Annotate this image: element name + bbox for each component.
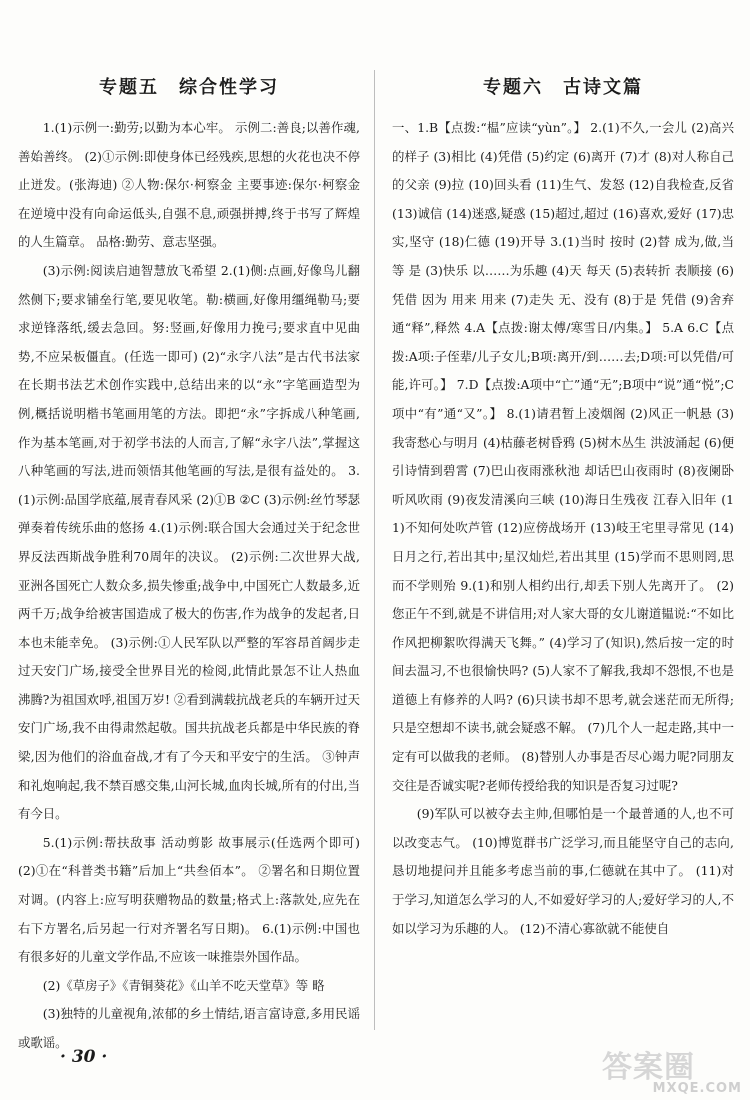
- answer-paragraph: 1.(1)示例一:勤劳;以勤为本心牢。 示例二:善良;以善作魂,善始善终。 (2)①示例:即使身体已经残疾,思想的火花也决不停止迸发。(张海迪) ②人物:保尔·柯察金 主要事迹:保尔·柯察金在逆境中没有向命运低头,自强不息,顽强拼搏,终于书写了辉煌的人生篇章。 品格:勤劳、意志坚强。: [18, 120, 360, 250]
- answer-paragraph: (3)独特的儿童视角,浓郁的乡土情结,语言富诗意,多用民谣或歌谣。: [18, 1006, 360, 1050]
- answer-paragraph: (2)《草房子》《青铜葵花》《山羊不吃天堂草》等 略: [42, 977, 325, 993]
- column-divider: [374, 70, 375, 1030]
- section-heading-topic-5: 专题五 综合性学习: [99, 77, 279, 98]
- site-watermark: [602, 1052, 744, 1096]
- answer-paragraph: (9)军队可以被夺去主帅,但哪怕是一个最普通的人,也不可以改变志气。 (10)博览群书广泛学习,而且能坚守自己的志向,恳切地提问并且能多考虑当前的事,仁德就在其中了。 (11)对于学习,知道怎么学习的人,不如爱好学习的人;爱好学习的人,不如以学习为乐趣的人。 (12)不清心寡欲就不能使自: [392, 806, 734, 936]
- answer-paragraph: (3)示例:阅读启迪智慧放飞希望 2.(1)侧:点画,好像鸟儿翻然侧下;要求铺垒行笔,要见收笔。勒:横画,好像用缰绳勒马;要求逆锋落纸,缓去急回。努:竖画,好像用力挽弓;要求直中见曲势,不应呆板僵直。(任选一即可) (2)“永字八法”是古代书法家在长期书法艺术创作实践中,总结出来的以“永”字笔画造型为例,概括说明楷书笔画用笔的方法。即把“永”字拆成八种笔画,作为基本笔画,对于初学书法的人而言,了解“永字八法”,掌握这八种笔画的写法,进而领悟其他笔画的写法,是很有益处的。 3.(1)示例:品国学底蕴,展青春风采 (2)①B ②C (3)示例:丝竹琴瑟弹奏着传统乐曲的悠扬 4.(1)示例:联合国大会通过关于纪念世界反法西斯战争胜利70周年的决议。 (2)示例:二次世界大战,亚洲各国死亡人数众多,损失惨重;战争中,中国死亡人数最多,近两千万;战争给被害国造成了极大的伤害,作为战争的发起者,日本也未能幸免。 (3)示例:①人民军队以严整的军容昂首阔步走过天安门广场,接受全世界目光的检阅,此情此景怎不让人热血沸腾?为祖国欢呼,祖国万岁! ②看到满载抗战老兵的车辆开过天安门广场,我不由得肃然起敬。国共抗战老兵都是中华民族的脊梁,因为他们的浴血奋战,才有了今天和平安宁的生活。 ③钟声和礼炮响起,我不禁百感交集,山河长城,血肉长城,所有的付出,当有今日。: [18, 262, 360, 822]
- left-column: [18, 72, 360, 1058]
- answer-paragraph: 5.(1)示例:帮扶敌事 活动剪影 故事展示(任选两个即可) (2)①在“科普类书籍”后加上“共叁佰本”。 ②署名和日期位置对调。(内容上:应写明获赠物品的数量;格式上:落款处,应先在右下方署名,后另起一行对齐署名写日期)。 6.(1)示例:中国也有很多好的儿童文学作品,不应该一味推崇外国作品。: [18, 834, 360, 965]
- right-column: [392, 72, 734, 943]
- page-number: · 30 ·: [60, 1047, 108, 1067]
- watermark-logo-text: 答案圈: [602, 1050, 695, 1085]
- answer-paragraph: 一、1.B【点拨:“榅”应读“yùn”。】 2.(1)不久,一会儿 (2)高兴的样子 (3)相比 (4)凭借 (5)约定 (6)离开 (7)才 (8)对人称自己的父亲 (9)拉 (10)回头看 (11)生气、发怒 (12)自我检查,反省 (13)诚信 (14)迷惑,疑惑 (15)超过,超过 (16)喜欢,爱好 (17)忠实,坚守 (18)仁德 (19)开导 3.(1)当时 按时 (2)替 成为,做,当等 是 (3)快乐 以……为乐趣 (4)天 每天 (5)表转折 表顺接 (6)凭借 因为 用来 用来 (7)走失 无、没有 (8)于是 凭借 (9)舍弃 通“释”,释然 4.A【点拨:谢太傅/寒雪日/内集。】 5.A 6.C【点拨:A项:子侄辈/儿子女儿;B项:离开/到……去;D项:可以凭借/可能,许可。】 7.D【点拨:A项中“亡”通“无”;B项中“说”通“悦”;C项中“有”通“又”。】 8.(1)请君暂上凌烟阁 (2)风正一帆悬 (3)我寄愁心与明月 (4)枯藤老树昏鸦 (5)树木丛生 洪波涌起 (6)便引诗情到碧霄 (7)巴山夜雨涨秋池 却话巴山夜雨时 (8)夜阑卧听风吹雨 (9)夜发清溪向三峡 (10)海日生残夜 江春入旧年 (11)不知何处吹芦管 (12)应傍战场开 (13)岐王宅里寻常见 (14)日月之行,若出其中;星汉灿烂,若出其里 (15)学而不思则罔,思而不学则殆 9.(1)和别人相约出行,却丢下别人先离开了。 (2)您正午不到,就是不讲信用;对人家大哥的女儿谢道韫说:“不如比作风把柳絮吹得满天飞舞。” (4)学习了(知识),然后按一定的时间去温习,不也很愉快吗? (5)人家不了解我,我却不怨恨,不也是道德上有修养的人吗? (6)只读书却不思考,就会迷茫而无所得;只是空想却不读书,就会疑惑不解。 (7)几个人一起走路,其中一定有可以做我的老师。 (8)替别人办事是否尽心竭力呢?同朋友交往是否诚实呢?老师传授给我的知识是否复习过呢?: [392, 120, 734, 793]
- watermark-url: MXQE.COM: [652, 1081, 742, 1096]
- section-heading-topic-6: 专题六 古诗文篇: [483, 77, 643, 98]
